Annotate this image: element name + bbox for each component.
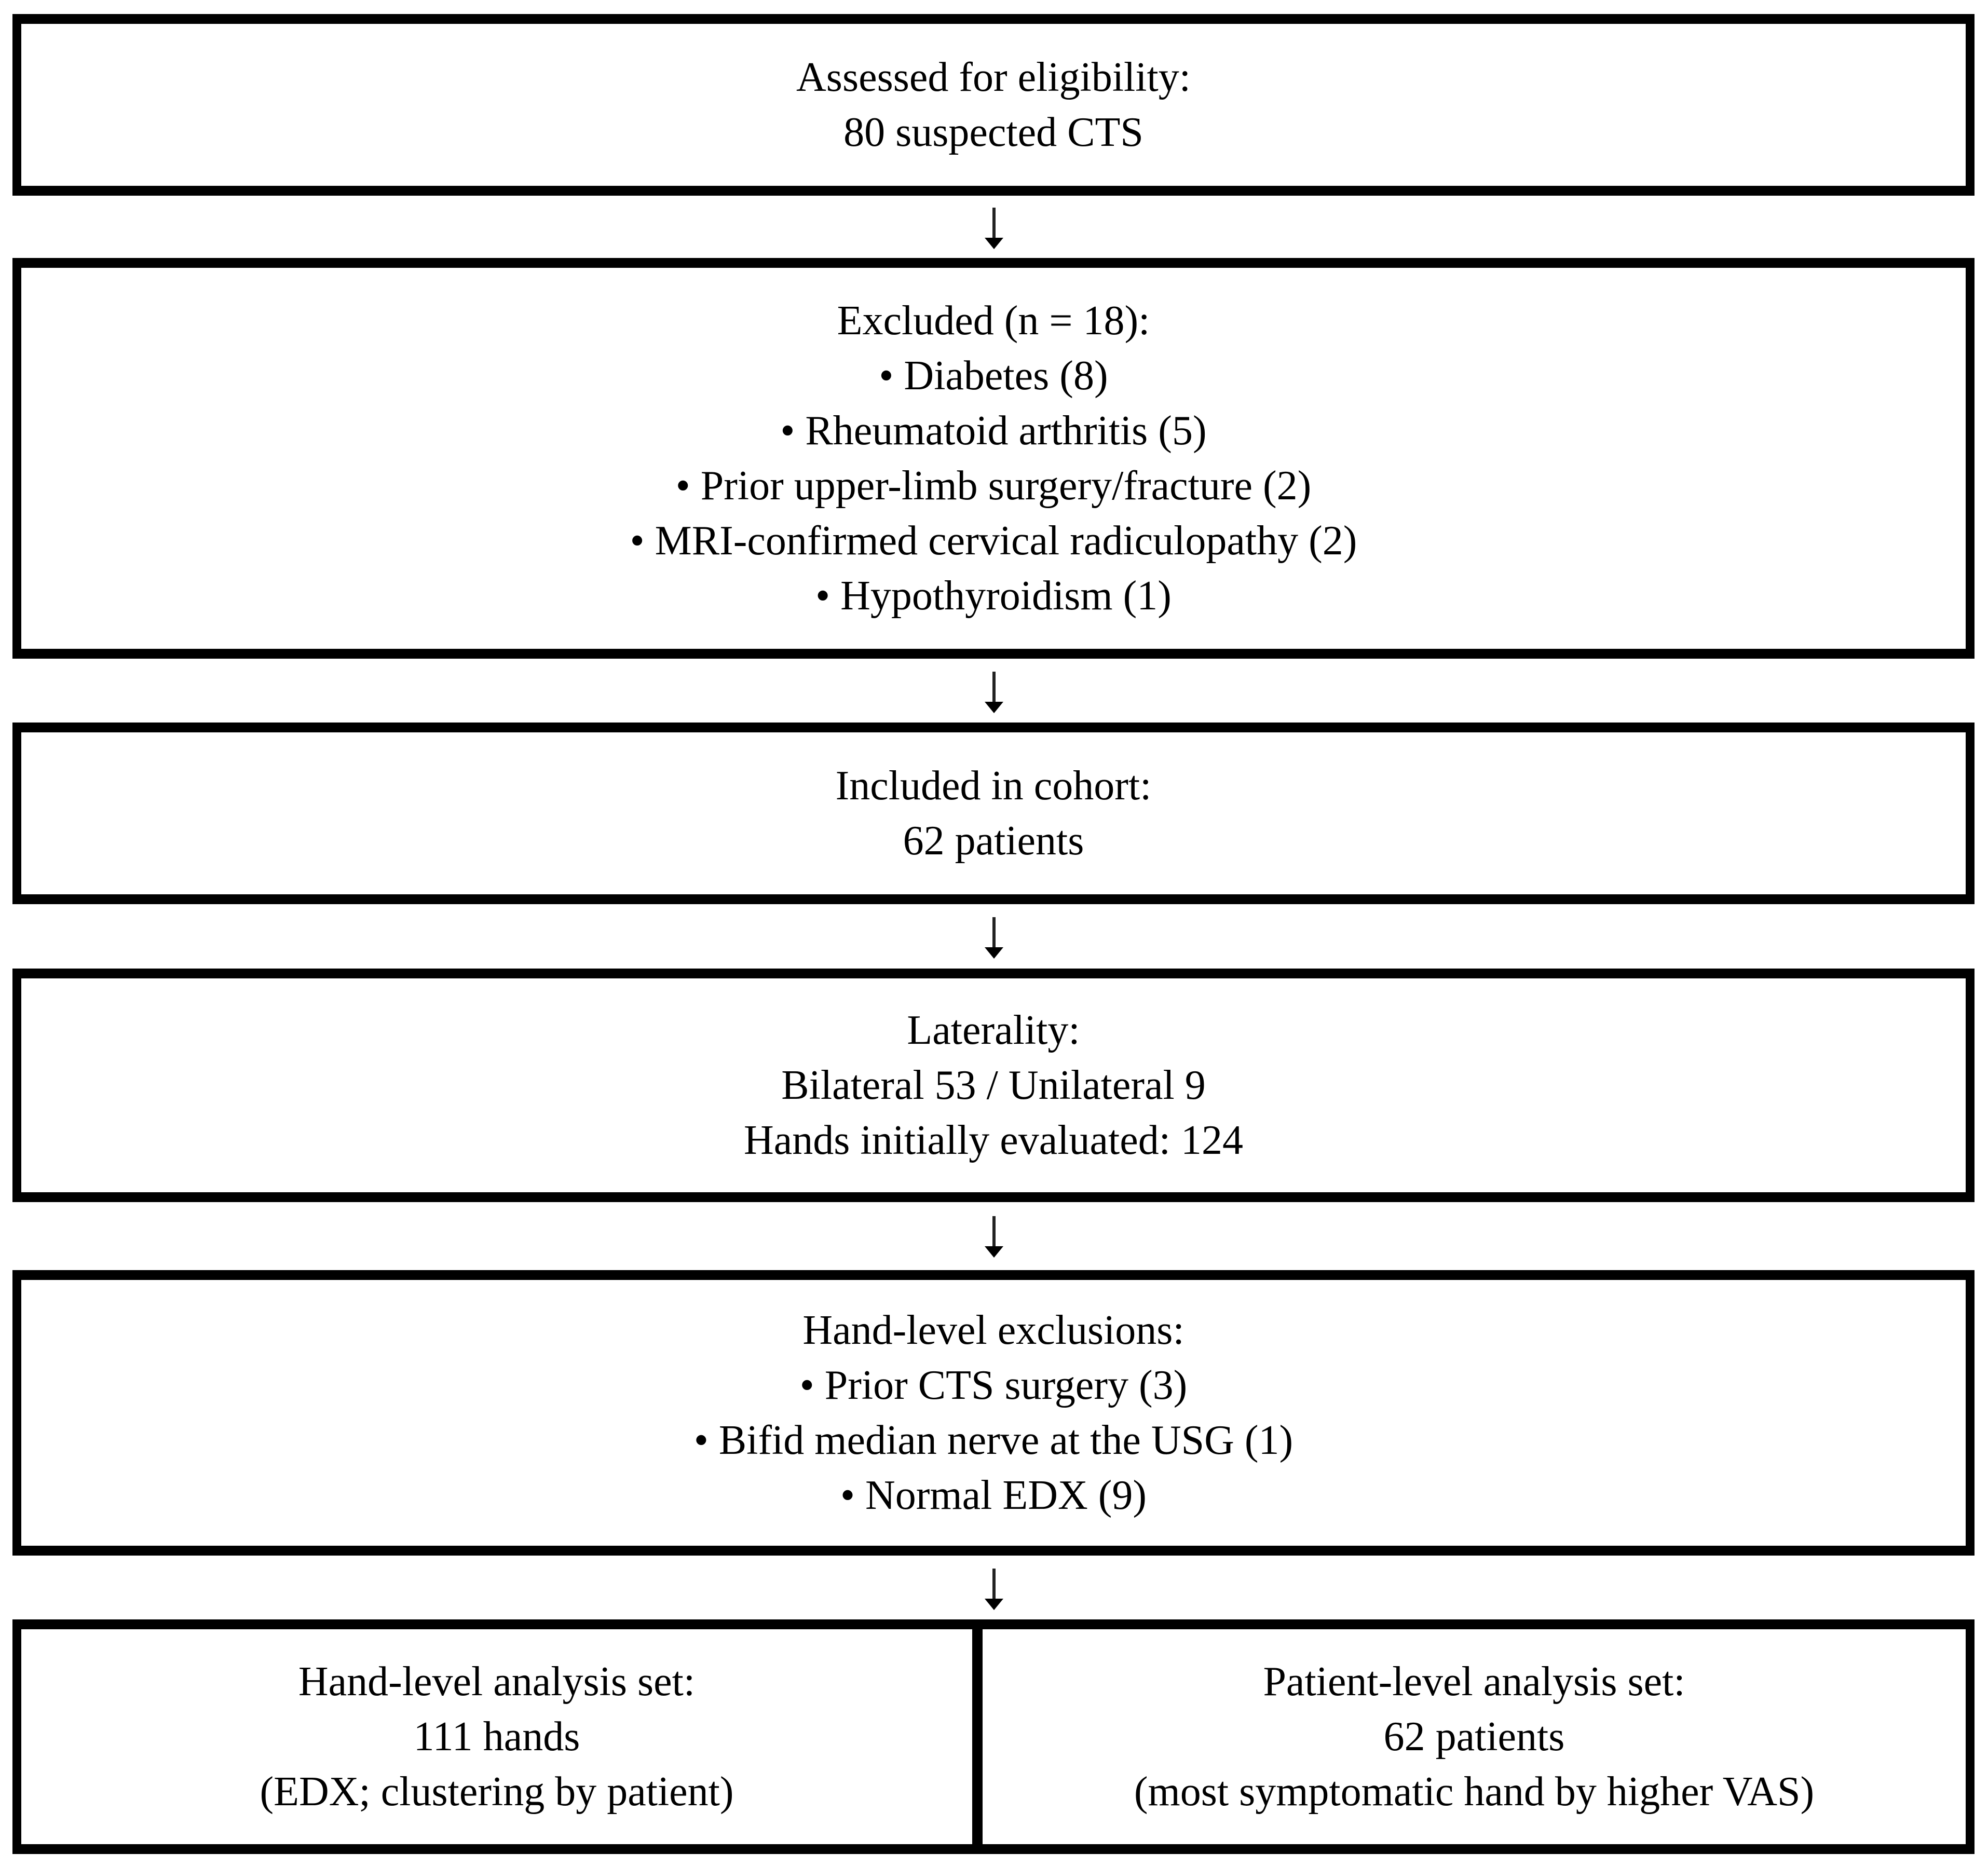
box-line: Bilateral 53 / Unilateral 9 xyxy=(781,1062,1206,1108)
analysis-sets-box xyxy=(12,1619,1975,1854)
hand-level-analysis-set xyxy=(21,1629,983,1844)
exclusion-item: • Rheumatoid arthritis (5) xyxy=(780,408,1207,454)
included-box xyxy=(12,723,1975,904)
box-line: (EDX; clustering by patient) xyxy=(260,1769,734,1815)
exclusion-item: • Prior upper-limb surgery/fracture (2) xyxy=(675,463,1312,509)
box-title: Laterality: xyxy=(907,1007,1080,1053)
exclusion-item: • Prior CTS surgery (3) xyxy=(799,1362,1188,1408)
exclusion-item: • Hypothyroidism (1) xyxy=(815,573,1172,619)
box-line: 62 patients xyxy=(903,818,1084,864)
patient-level-analysis-set xyxy=(983,1629,1966,1844)
laterality-box xyxy=(12,969,1975,1202)
excluded-box xyxy=(12,258,1975,659)
box-title: Patient-level analysis set: xyxy=(1263,1659,1685,1705)
box-title: Included in cohort: xyxy=(835,763,1152,809)
box-line: 80 suspected CTS xyxy=(843,110,1143,155)
box-title: Assessed for eligibility: xyxy=(796,54,1191,100)
exclusion-item: • Bifid median nerve at the USG (1) xyxy=(693,1418,1293,1463)
box-line: 62 patients xyxy=(1383,1714,1565,1760)
assessed-box xyxy=(12,14,1975,196)
box-line: (most symptomatic hand by higher VAS) xyxy=(1134,1769,1815,1815)
box-line: 111 hands xyxy=(413,1714,580,1760)
box-title: Hand-level analysis set: xyxy=(298,1659,696,1705)
exclusion-item: • Normal EDX (9) xyxy=(840,1473,1147,1518)
hand-exclusions-box xyxy=(12,1270,1975,1556)
box-line: Hands initially evaluated: 124 xyxy=(744,1118,1243,1163)
exclusion-item: • Diabetes (8) xyxy=(879,353,1108,399)
exclusion-item: • MRI-confirmed cervical radiculopathy (2) xyxy=(630,518,1357,564)
box-title: Excluded (n = 18): xyxy=(837,298,1150,344)
box-title: Hand-level exclusions: xyxy=(802,1307,1184,1353)
